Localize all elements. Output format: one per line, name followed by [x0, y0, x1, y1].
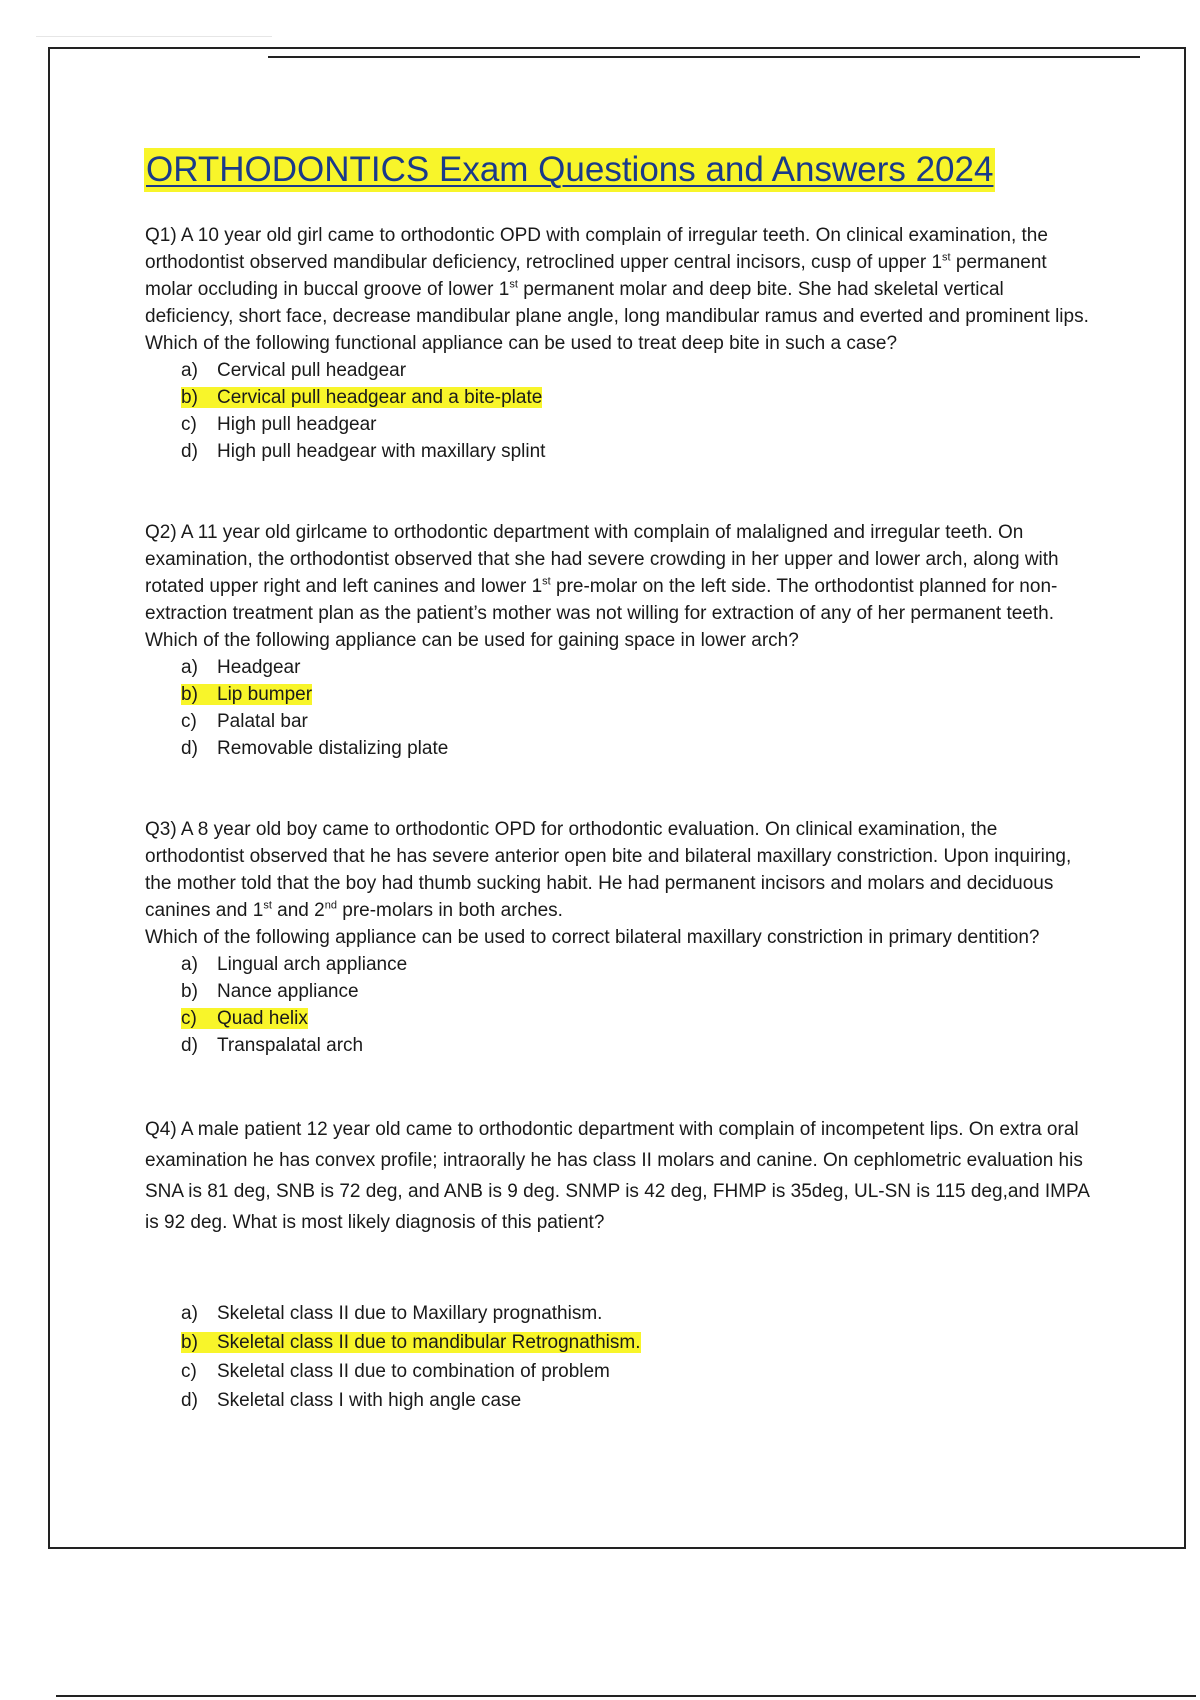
- answer-highlight: b) Cervical pull headgear and a bite-plate: [181, 387, 543, 408]
- option-4d: d) Skeletal class I with high angle case: [181, 1390, 522, 1411]
- question-2-options: [145, 654, 1095, 762]
- option-4b-answer: [181, 1329, 1095, 1358]
- question-3-stem: Q3) A 8 year old boy came to orthodontic OPD for orthodontic evaluation. On clinical examination, the orthodontist observed that he has severe anterior open bite and bilateral maxillary constriction. Upon inquiring, the mother told that the boy had thumb sucking habit. He had permanent incisors and molars and deciduous canines and 1st and 2nd pre-molars in both arches.: [145, 819, 1072, 921]
- question-4: [145, 1114, 1095, 1416]
- footer-rule: [56, 1695, 1196, 1697]
- option-4a: a) Skeletal class II due to Maxillary prognathism.: [181, 1303, 603, 1324]
- option-1d: d) High pull headgear with maxillary splint: [181, 441, 546, 462]
- option-1b-answer: [181, 384, 1095, 411]
- question-1-options: [145, 357, 1095, 465]
- option-2c: c) Palatal bar: [181, 711, 308, 732]
- option-3c-answer: [181, 1005, 1095, 1032]
- document-title: ORTHODONTICS Exam Questions and Answers 2024: [144, 148, 995, 192]
- question-4-stem: Q4) A male patient 12 year old came to orthodontic department with complain of incompetent lips. On extra oral examination he has convex profile; intraorally he has class II molars and canine. On cephlometric evaluation his SNA is 81 deg, SNB is 72 deg, and ANB is 9 deg. SNMP is 42 deg, FHMP is 35deg, UL-SN is 115 deg,and IMPA is 92 deg. What is most likely diagnosis of this patient?: [145, 1119, 1089, 1233]
- answer-highlight: c) Quad helix: [181, 1008, 308, 1029]
- answer-highlight: b) Lip bumper: [181, 684, 313, 705]
- option-3b: b) Nance appliance: [181, 981, 359, 1002]
- question-1-stem: Q1) A 10 year old girl came to orthodontic OPD with complain of irregular teeth. On clinical examination, the orthodontist observed mandibular deficiency, retroclined upper central incisors, cusp of upper 1st permanent molar occluding in buccal groove of lower 1st permanent molar and deep bite. She had skeletal vertical deficiency, short face, decrease mandibular plane angle, long mandibular ramus and everted and prominent lips.: [145, 225, 1089, 327]
- question-3: [145, 816, 1095, 1059]
- question-3-prompt: Which of the following appliance can be used to correct bilateral maxillary constriction in primary dentition?: [145, 927, 1040, 948]
- option-1a: a) Cervical pull headgear: [181, 360, 407, 381]
- option-3d: d) Transpalatal arch: [181, 1035, 364, 1056]
- option-2d: d) Removable distalizing plate: [181, 738, 449, 759]
- question-2: [145, 519, 1095, 762]
- top-faint-line: [36, 36, 272, 37]
- header-rule: [268, 56, 1140, 58]
- option-2a: a) Headgear: [181, 657, 301, 678]
- option-1c: c) High pull headgear: [181, 414, 377, 435]
- question-3-options: [145, 951, 1095, 1059]
- option-2b-answer: [181, 681, 1095, 708]
- question-4-options: [145, 1300, 1095, 1416]
- question-2-prompt: Which of the following appliance can be used for gaining space in lower arch?: [145, 630, 799, 651]
- question-1-prompt: Which of the following functional appliance can be used to treat deep bite in such a case?: [145, 333, 898, 354]
- option-3a: a) Lingual arch appliance: [181, 954, 408, 975]
- answer-highlight: b) Skeletal class II due to mandibular Retrognathism.: [181, 1332, 641, 1353]
- question-2-stem: Q2) A 11 year old girlcame to orthodontic department with complain of malaligned and irregular teeth. On examination, the orthodontist observed that she had severe crowding in her upper and lower arch, along with rotated upper right and left canines and lower 1st pre-molar on the left side. The orthodontist planned for non-extraction treatment plan as the patient’s mother was not willing for extraction of any of her permanent teeth.: [145, 522, 1059, 624]
- option-4c: c) Skeletal class II due to combination of problem: [181, 1361, 610, 1382]
- question-1: [145, 222, 1095, 465]
